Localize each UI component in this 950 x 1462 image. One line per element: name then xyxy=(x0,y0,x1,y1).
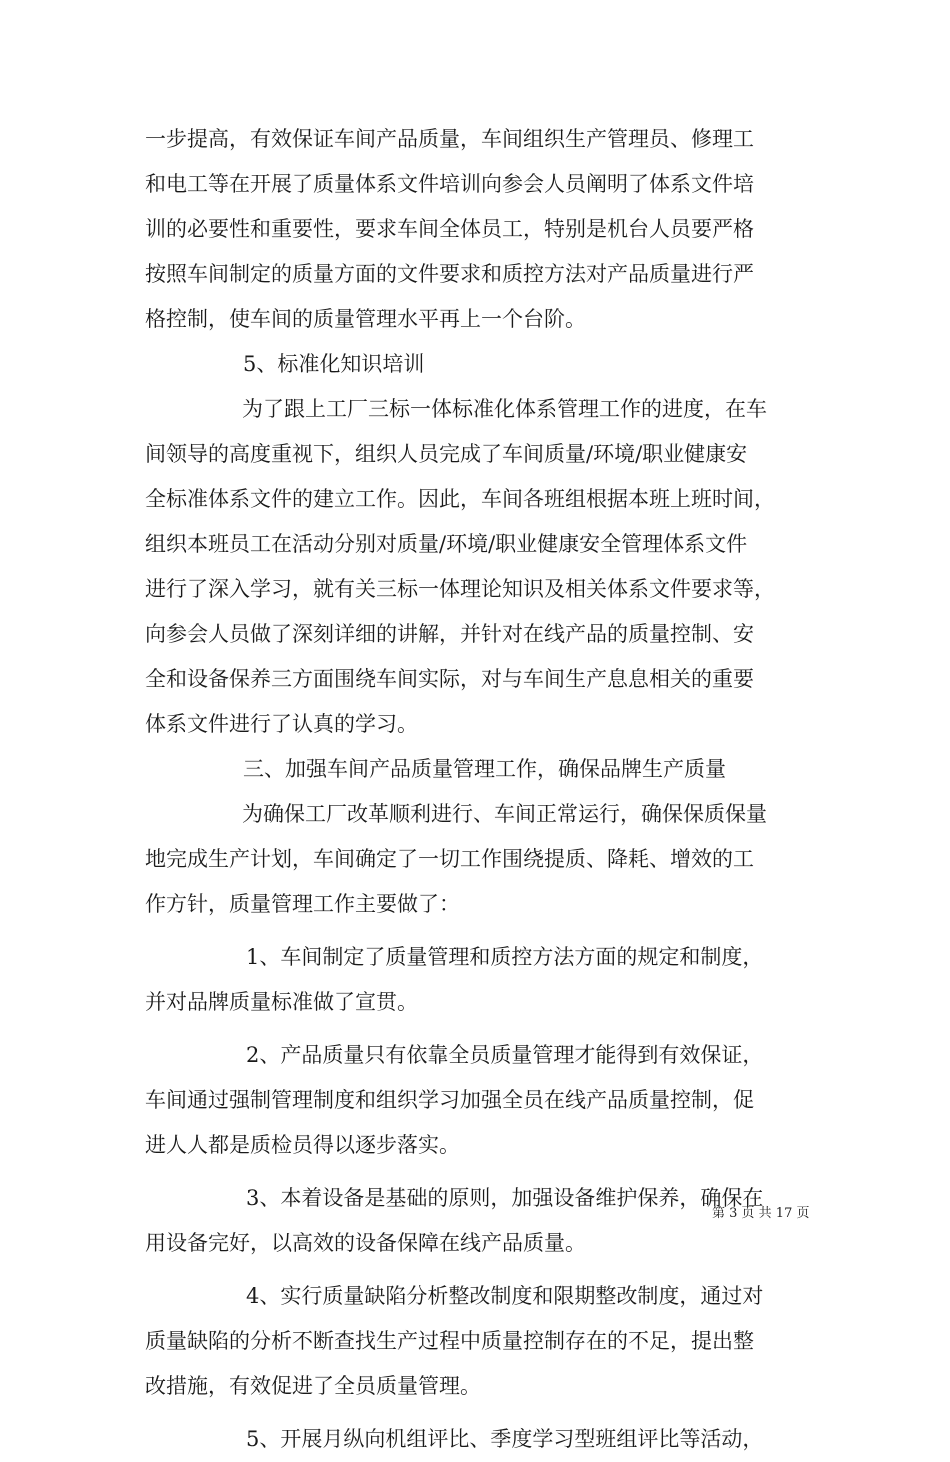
text-line: 全标准体系文件的建立工作。因此，车间各班组根据本班上班时间， xyxy=(145,487,775,511)
paragraph-gap xyxy=(145,1266,809,1274)
text-line: 进行了深入学习，就有关三标一体理论知识及相关体系文件要求等， xyxy=(145,577,775,601)
text-line: 3、本着设备是基础的原则，加强设备维护保养，确保在 xyxy=(246,1186,764,1210)
text-line: 改措施，有效促进了全员质量管理。 xyxy=(145,1374,481,1398)
text-line: 并对品牌质量标准做了宣贯。 xyxy=(145,990,418,1014)
text-line: 作方针，质量管理工作主要做了： xyxy=(145,892,460,916)
text-line: 全和设备保养三方面围绕车间实际，对与车间生产息息相关的重要 xyxy=(145,667,754,691)
section-heading: 5、标准化知识培训 xyxy=(243,352,425,376)
text-line: 5、开展月纵向机组评比、季度学习型班组评比等活动， xyxy=(246,1427,764,1451)
text-line: 向参会人员做了深刻详细的讲解，并针对在线产品的质量控制、安 xyxy=(145,622,754,646)
text-line: 为确保工厂改革顺利进行、车间正常运行，确保保质保量 xyxy=(242,802,767,826)
text-line: 训的必要性和重要性，要求车间全体员工，特别是机台人员要严格 xyxy=(145,217,754,241)
paragraph-gap xyxy=(145,1025,809,1033)
text-line: 和电工等在开展了质量体系文件培训向参会人员阐明了体系文件培 xyxy=(145,172,754,196)
page-footer: 第 3 页 共 17 页 xyxy=(712,1206,810,1221)
text-line: 1、车间制定了质量管理和质控方法方面的规定和制度， xyxy=(246,945,764,969)
paragraph-gap xyxy=(145,1168,809,1176)
paragraph-gap xyxy=(145,927,809,935)
section-heading: 三、加强车间产品质量管理工作，确保品牌生产质量 xyxy=(243,757,726,781)
text-line: 2、产品质量只有依靠全员质量管理才能得到有效保证， xyxy=(246,1043,764,1067)
text-line: 进人人都是质检员得以逐步落实。 xyxy=(145,1133,460,1157)
text-line: 格控制，使车间的质量管理水平再上一个台阶。 xyxy=(145,307,586,331)
text-line: 4、实行质量缺陷分析整改制度和限期整改制度，通过对 xyxy=(246,1284,764,1308)
text-line: 按照车间制定的质量方面的文件要求和质控方法对产品质量进行严 xyxy=(145,262,754,286)
paragraph-gap xyxy=(145,1409,809,1417)
text-line: 一步提高，有效保证车间产品质量，车间组织生产管理员、修理工 xyxy=(145,127,754,151)
text-line: 质量缺陷的分析不断查找生产过程中质量控制存在的不足，提出整 xyxy=(145,1329,754,1353)
text-line: 间领导的高度重视下，组织人员完成了车间质量/环境/职业健康安 xyxy=(145,442,748,466)
text-line: 体系文件进行了认真的学习。 xyxy=(145,712,418,736)
text-line: 组织本班员工在活动分别对质量/环境/职业健康安全管理体系文件 xyxy=(145,532,748,556)
text-line: 车间通过强制管理制度和组织学习加强全员在线产品质量控制，促 xyxy=(145,1088,754,1112)
text-line: 为了跟上工厂三标一体标准化体系管理工作的进度，在车 xyxy=(242,397,767,421)
document-body xyxy=(145,117,809,1462)
text-line: 用设备完好，以高效的设备保障在线产品质量。 xyxy=(145,1231,586,1255)
text-line: 地完成生产计划，车间确定了一切工作围绕提质、降耗、增效的工 xyxy=(145,847,754,871)
